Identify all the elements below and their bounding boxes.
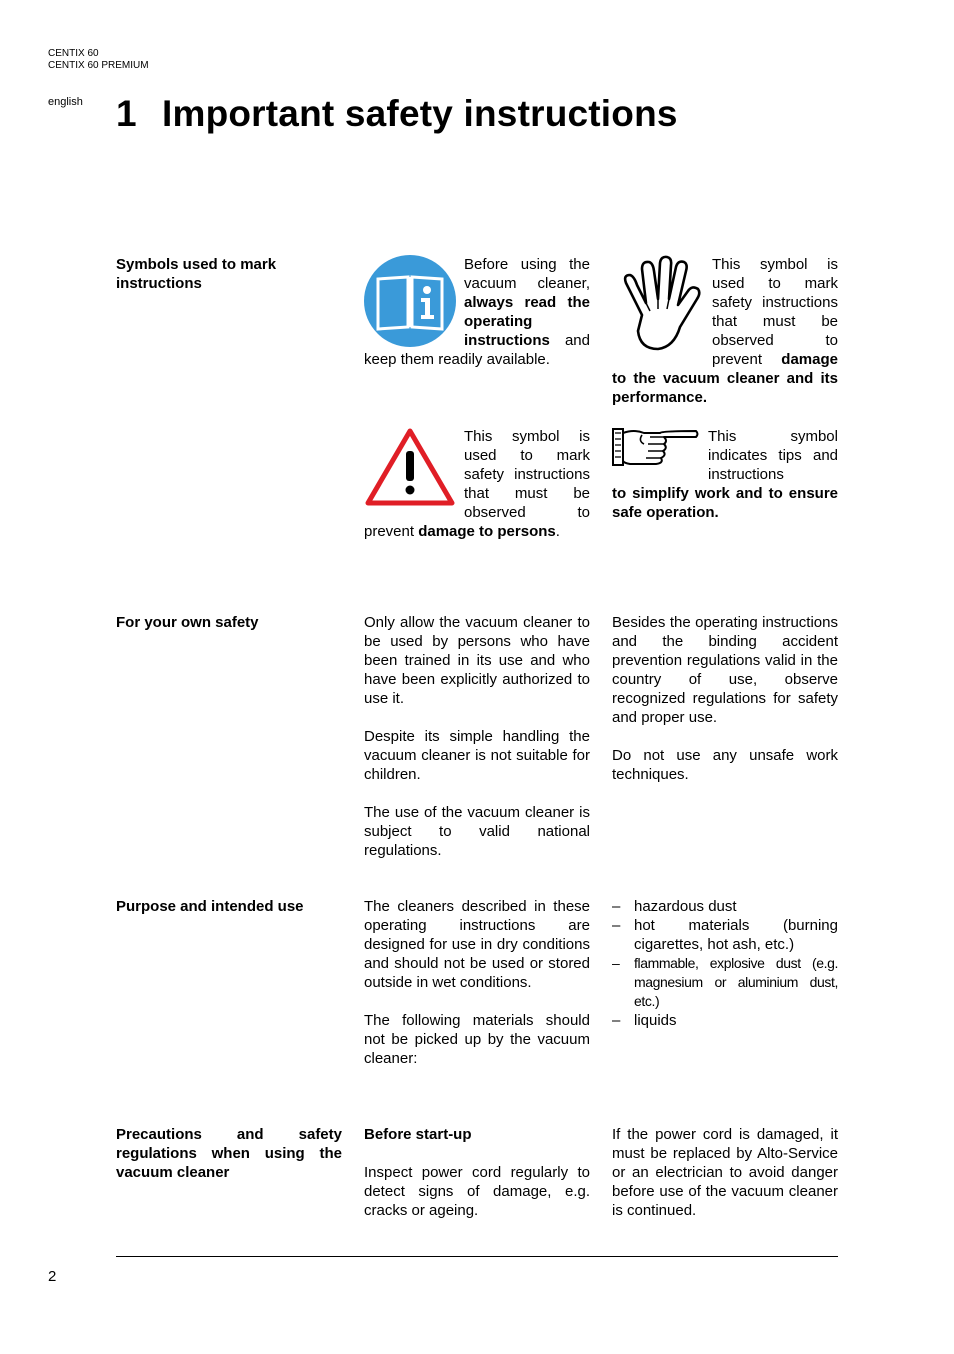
precautions-heading: Precautions and safety regulations when using the vacuum cleaner — [116, 1126, 342, 1181]
list-item: – hazardous dust — [612, 897, 838, 916]
tip-symbol-block: This symbol indicates tips and instructions to simplify work and to ensure safe operation. — [612, 428, 838, 521]
paragraph: If the power cord is damaged, it must be replaced by Alto-Service or an electrician to avoid danger before use of the vacuum cleaner is continued. — [612, 1126, 838, 1219]
model-line-1: CENTIX 60 — [48, 48, 99, 59]
list-item: – liquids — [612, 1011, 838, 1030]
before-startup-subheading: Before start-up — [364, 1126, 472, 1143]
pointing-hand-icon — [612, 427, 700, 467]
warning-triangle-icon — [364, 427, 456, 507]
purpose-col-1 — [364, 897, 590, 1068]
paragraph: The following materials should not be picked up by the vacuum cleaner: — [364, 1012, 590, 1067]
stop-hand-icon — [612, 255, 704, 353]
paragraph: Do not use any unsafe work techniques. — [612, 747, 838, 783]
page-title — [116, 92, 678, 136]
info-symbol-block: Before using the vacuum cleaner, always read the operating instructions and keep them readily available. — [364, 256, 590, 368]
footer-divider — [116, 1256, 838, 1257]
excluded-materials-list — [612, 897, 838, 1030]
stop-symbol-block: This symbol is used to mark safety instructions that must be observed to prevent damage to the vacuum cleaner and its performance. — [612, 256, 838, 406]
purpose-heading: Purpose and intended use — [116, 898, 304, 915]
symbols-heading: Symbols used to mark instructions — [116, 256, 277, 292]
model-line-2: CENTIX 60 PREMIUM — [48, 60, 149, 71]
paragraph: Besides the operating instructions and the binding accident prevention regulations valid in the country of use, observe recognized regulations for safety and proper use. — [612, 614, 838, 726]
language-label: english — [48, 96, 83, 108]
model-name-header — [48, 48, 149, 72]
paragraph: Inspect power cord regularly to detect signs of damage, e.g. cracks or ageing. — [364, 1164, 590, 1219]
precautions-col-1 — [364, 1125, 590, 1220]
safety-heading: For your own safety — [116, 614, 259, 631]
safety-col-2 — [612, 613, 838, 784]
chapter-title: Important safety instructions — [162, 93, 678, 134]
warning-symbol-block: This symbol is used to mark safety instructions that must be observed to prevent damage to persons. — [364, 428, 590, 540]
chapter-number: 1 — [116, 93, 137, 134]
paragraph: Despite its simple handling the vacuum cleaner is not suitable for children. — [364, 728, 590, 783]
paragraph: The cleaners described in these operating instructions are designed for use in dry conditions and should not be used or stored outside in wet conditions. — [364, 898, 590, 991]
safety-col-1 — [364, 613, 590, 860]
precautions-col-2 — [612, 1125, 838, 1220]
page-number: 2 — [48, 1268, 57, 1285]
paragraph: The use of the vacuum cleaner is subject to valid national regulations. — [364, 804, 590, 859]
list-item: – hot materials (burning cigarettes, hot ash, etc.) — [612, 916, 838, 954]
paragraph: Only allow the vacuum cleaner to be used by persons who have been trained in its use and who have been explicitly authorized to use it. — [364, 614, 590, 707]
info-book-icon — [364, 255, 456, 347]
list-item: – flammable, explosive dust (e.g. magnesium or aluminium dust, etc.) — [612, 954, 838, 1011]
